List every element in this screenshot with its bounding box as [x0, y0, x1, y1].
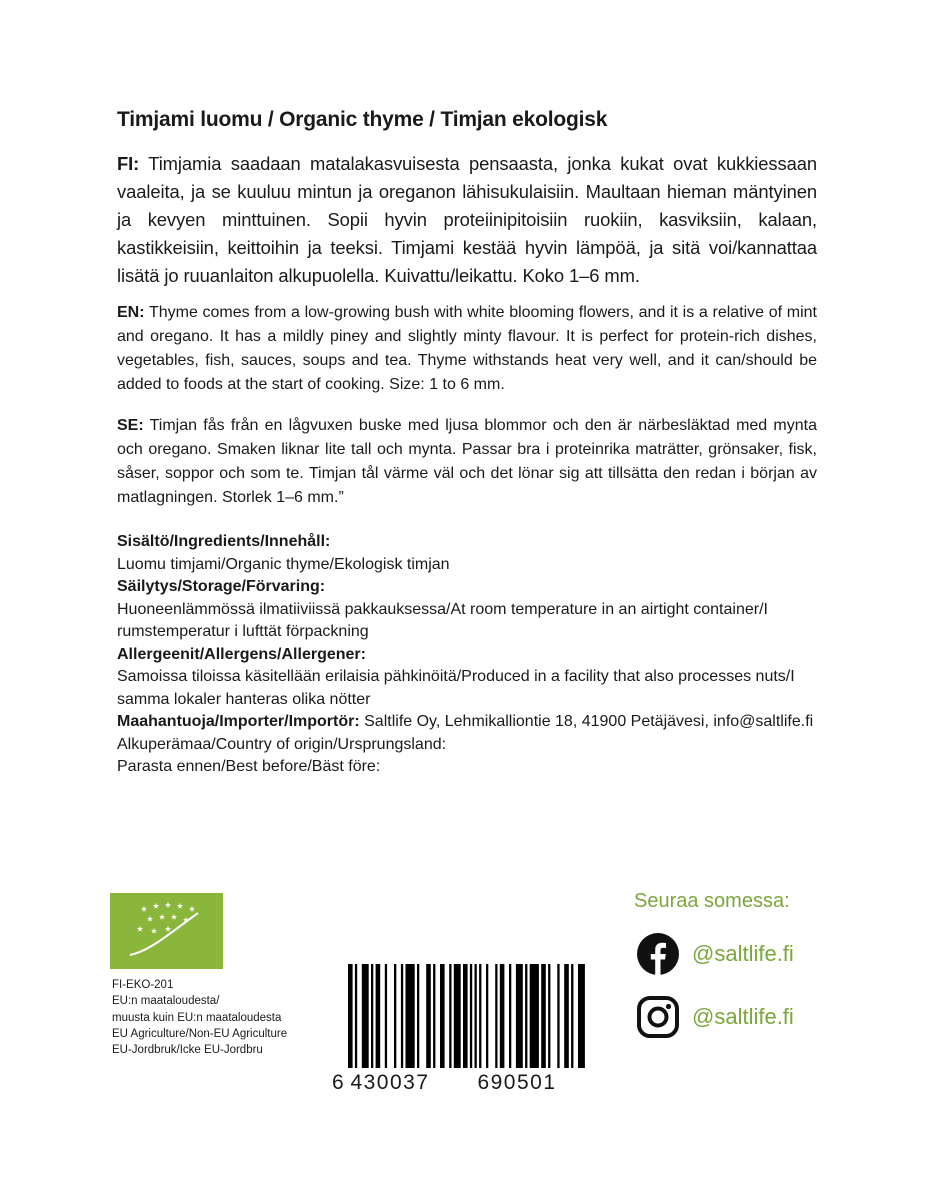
- barcode-bar: [541, 964, 546, 1070]
- barcode-bar: [509, 964, 511, 1070]
- storage-text: Huoneenlämmössä ilmatiiviissä pakkauksessa/At room temperature in an airtight container/I rumstemperatur i lufttät förpackning: [117, 600, 768, 640]
- barcode-bar: [548, 964, 550, 1070]
- barcode-bar: [394, 964, 396, 1070]
- organic-certification: [112, 977, 342, 1058]
- barcode-bar: [406, 964, 415, 1070]
- eu-star-icon: [153, 903, 159, 909]
- origin-label: Alkuperämaa/Country of origin/Ursprungsland:: [117, 735, 447, 753]
- en-text: Thyme comes from a low-growing bush with white blooming flowers, and it is a relative of mint and oregano. It has a mildly piney and slightly minty flavour. It is perfect for protein-rich dishes, vegetables, fish, sauces, soups and tea. Thyme withstands heat very well, and it can/should be added to foods at the start of cooking. Size: 1 to 6 mm.: [117, 304, 817, 393]
- product-title: Timjami luomu / Organic thyme / Timjan ekologisk: [117, 108, 608, 131]
- barcode-bar: [371, 964, 373, 1070]
- cert-code: FI-EKO-201: [112, 979, 174, 991]
- ingredients-heading: Sisältö/Ingredients/Innehåll:: [117, 533, 331, 550]
- fi-lead: FI:: [117, 153, 140, 174]
- en-lead: EN:: [117, 304, 145, 321]
- eu-star-icon: [141, 906, 147, 912]
- eu-star-icon: [171, 914, 177, 920]
- barcode-bar: [475, 964, 477, 1082]
- product-info: [117, 531, 817, 779]
- instagram-handle: @saltlife.fi: [692, 1004, 794, 1029]
- eu-organic-leaf-logo: [110, 893, 223, 969]
- barcode-bar: [530, 964, 539, 1070]
- barcode-bar: [525, 964, 527, 1070]
- eu-star-icon: [189, 906, 195, 912]
- barcode-bar: [362, 964, 369, 1070]
- cert-line-4: EU-Jordbruk/Icke EU-Jordbru: [112, 1044, 263, 1057]
- eu-star-icon: [147, 916, 153, 922]
- cert-line-2: muusta kuin EU:n maataloudesta: [112, 1011, 282, 1024]
- swedish-description: [117, 414, 817, 510]
- barcode-bar: [486, 964, 488, 1070]
- barcode-bar: [470, 964, 472, 1070]
- cert-line-3: EU Agriculture/Non-EU Agriculture: [112, 1027, 288, 1040]
- eu-leaf-stars-icon: [110, 893, 223, 969]
- barcode-left-group: 430037: [350, 1071, 430, 1094]
- ingredients-text: Luomu timjami/Organic thyme/Ekologisk timjan: [117, 555, 450, 573]
- barcode-bar: [479, 964, 481, 1082]
- facebook-link[interactable]: [636, 932, 836, 976]
- barcode-bar: [516, 964, 523, 1070]
- eu-star-icon: [151, 928, 157, 934]
- barcode-right-group: 690501: [477, 1071, 557, 1094]
- barcode-bar: [433, 964, 435, 1070]
- se-lead: SE:: [117, 417, 144, 434]
- barcode-bar: [440, 964, 445, 1070]
- barcode-bar: [385, 964, 387, 1070]
- instagram-link[interactable]: [636, 995, 836, 1039]
- facebook-icon: [636, 932, 680, 976]
- barcode-bar: [571, 964, 573, 1070]
- allergens-heading: Allergeenit/Allergens/Allergener:: [117, 645, 366, 663]
- importer-line: [117, 711, 817, 734]
- storage-heading: Säilytys/Storage/Förvaring:: [117, 578, 326, 595]
- barcode-bar: [417, 964, 419, 1070]
- barcode-bar: [564, 964, 569, 1070]
- ean-barcode: [330, 964, 588, 1094]
- barcode-bar: [463, 964, 468, 1070]
- social-heading: Seuraa somessa:: [634, 890, 790, 912]
- barcode-graphic: [330, 964, 588, 1094]
- barcode-bar: [348, 964, 353, 1082]
- barcode-bar: [495, 964, 497, 1070]
- best-before-label: Parasta ennen/Best before/Bäst före:: [117, 758, 381, 775]
- barcode-bar: [355, 964, 357, 1082]
- barcode-bar: [454, 964, 461, 1070]
- cert-line-1: EU:n maataloudesta/: [112, 995, 220, 1008]
- english-description: [117, 301, 817, 397]
- instagram-icon: [636, 995, 680, 1039]
- barcode-bar: [578, 964, 585, 1070]
- allergens-text: Samoissa tiloissa käsitellään erilaisia pähkinöitä/Produced in a facility that also processes nuts/I samma lokaler hanteras olika nötter: [117, 668, 795, 708]
- importer-heading: Maahantuoja/Importer/Importör:: [117, 713, 360, 730]
- importer-text: Saltlife Oy, Lehmikalliontie 18, 41900 Petäjävesi, info@saltlife.fi: [359, 713, 814, 730]
- barcode-bar: [401, 964, 403, 1070]
- eu-star-icon: [165, 926, 171, 932]
- barcode-bar: [500, 964, 505, 1070]
- barcode-bar: [557, 964, 559, 1070]
- barcode-bar: [426, 964, 431, 1070]
- eu-star-icon: [177, 903, 183, 909]
- barcode-bar: [376, 964, 381, 1070]
- eu-star-icon: [159, 914, 165, 920]
- facebook-handle: @saltlife.fi: [692, 941, 794, 966]
- barcode-first-digit: 6: [332, 1071, 344, 1094]
- eu-star-icon: [165, 902, 171, 908]
- finnish-description: [117, 150, 817, 290]
- se-text: Timjan fås från en lågvuxen buske med ljusa blommor och den är närbesläktad med mynta och oregano. Smaken liknar lite tall och mynta. Passar bra i proteinrika maträtter, grönsaker, fisk, såser, soppor och som te. Timjan tål värme väl och det lönar sig att tillsätta den redan i början av matlagningen. Storlek 1–6 mm.”: [117, 417, 817, 506]
- eu-star-icon: [137, 926, 143, 932]
- fi-text: Timjamia saadaan matalakasvuisesta pensaasta, jonka kukat ovat kukkiessaan vaaleita, ja se kuuluu mintun ja oreganon lähisukulaisiin. Maultaan hieman mäntyinen ja kevyen minttuinen. Sopii hyvin proteiinipitoisiin ruokiin, kasviksiin, kalaan, kastikkeisiin, keittoihin ja teeksi. Timjami kestää hyvin lämpöä, ja sitä voi/kannattaa lisätä jo ruuanlaiton alkupuolella. Kuivattu/leikattu. Koko 1–6 mm.: [117, 153, 817, 286]
- barcode-bar: [449, 964, 451, 1070]
